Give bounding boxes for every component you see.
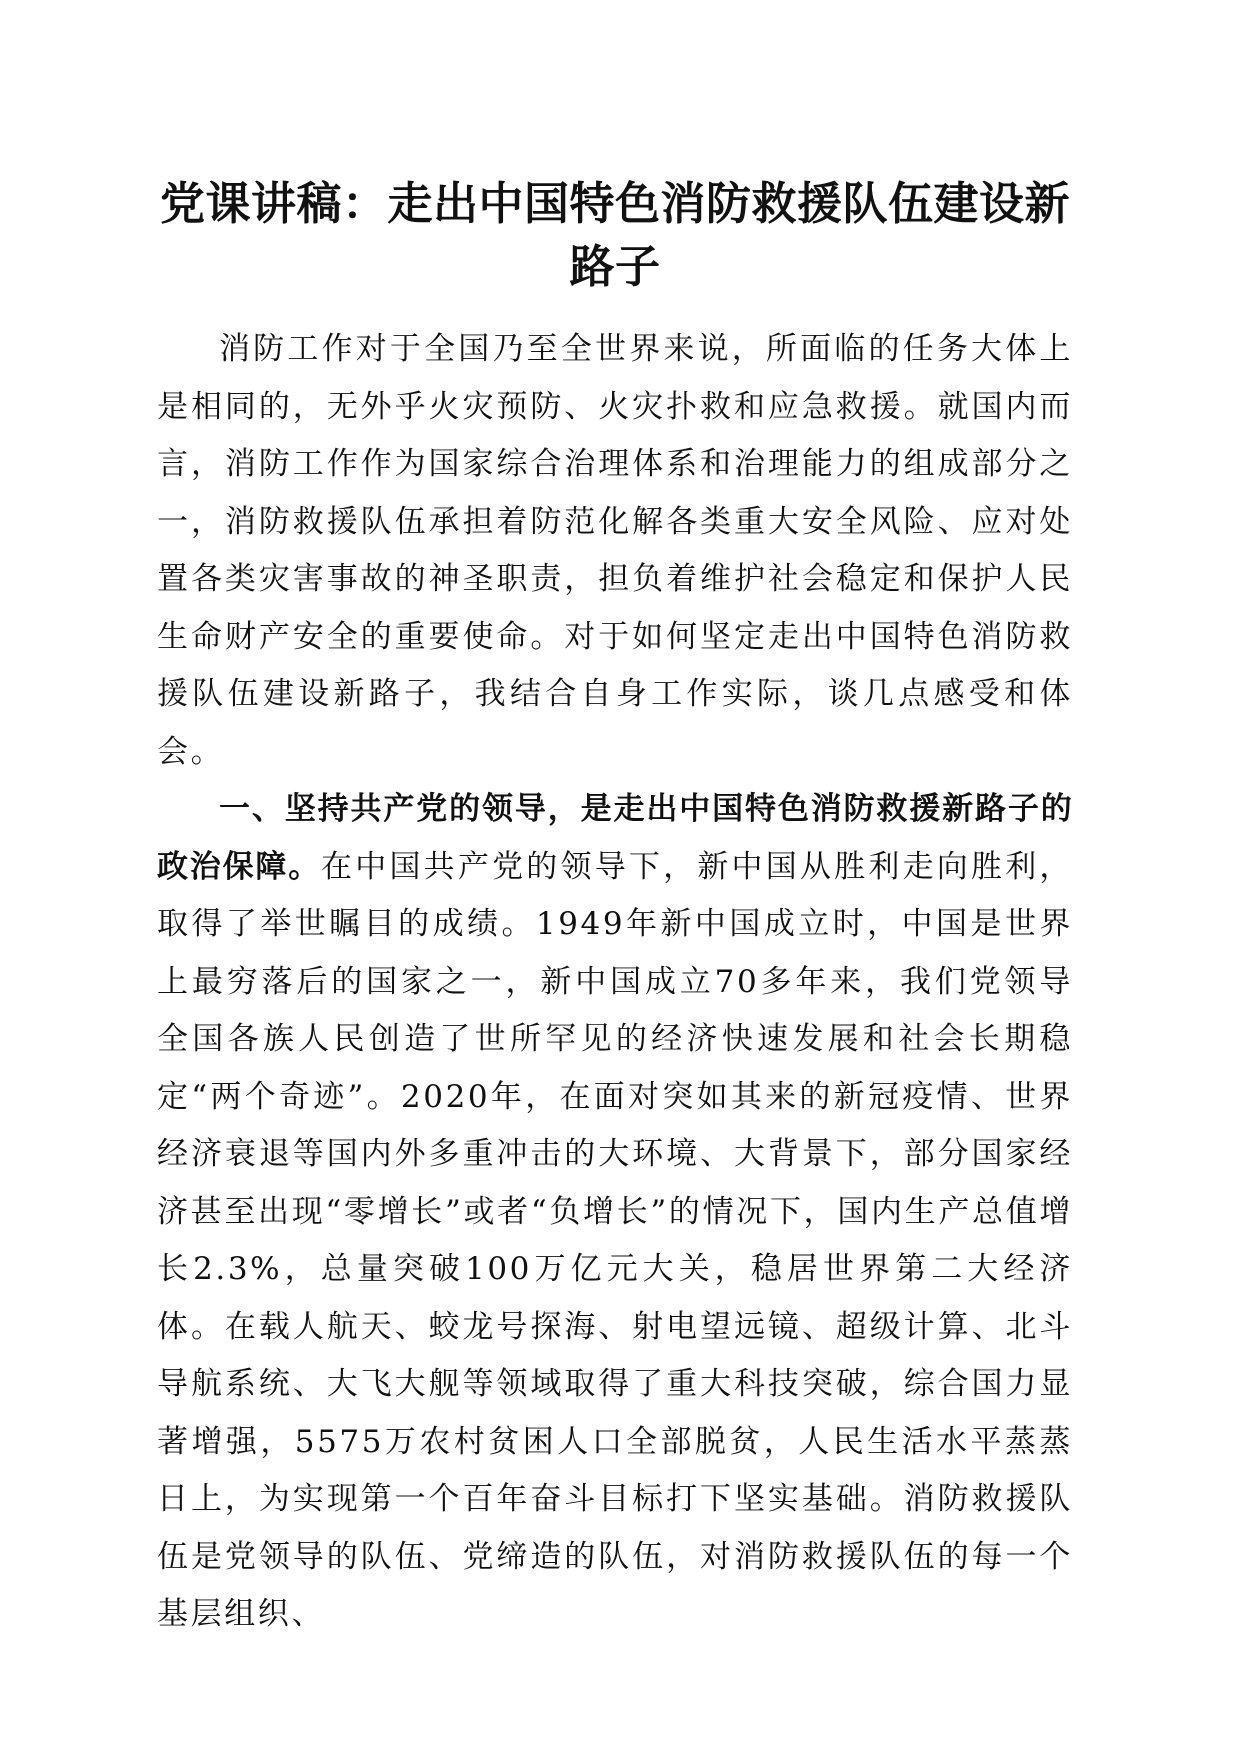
- document-title: 党课讲稿：走出中国特色消防救援队伍建设新路子: [159, 177, 1070, 293]
- paragraph-intro: [157, 321, 1073, 781]
- section-one-heading: 一、坚持共产党的领导，是走出中国特色消防救援新路子的政治保障。: [157, 791, 1073, 885]
- paragraph-section-one: [157, 781, 1073, 1644]
- document-body: [157, 321, 1073, 1644]
- section-one-text: 在中国共产党的领导下，新中国从胜利走向胜利，取得了举世瞩目的成绩。1949年新中国成立时，中国是世界上最穷落后的国家之一，新中国成立70多年来，我们党领导全国各族人民创造了世所罕见的经济快速发展和社会长期稳定“两个奇迹”。2020年，在面对突如其来的新冠疫情、世界经济衰退等国内外多重冲击的大环境、大背景下，部分国家经济甚至出现“零增长”或者“负增长”的情况下，国内生产总值增长2.3%，总量突破100万亿元大关，稳居世界第二大经济体。在载人航天、蛟龙号探海、射电望远镜、超级计算、北斗导航系统、大飞大舰等领域取得了重大科技突破，综合国力显著增强，5575万农村贫困人口全部脱贫，人民生活水平蒸蒸日上，为实现第一个百年奋斗目标打下坚实基础。消防救援队伍是党领导的队伍、党缔造的队伍，对消防救援队伍的每一个基层组织、: [157, 848, 1074, 1632]
- paragraph-intro-text: 消防工作对于全国乃至全世界来说，所面临的任务大体上是相同的，无外乎火灾预防、火灾扑救和应急救援。就国内而言，消防工作作为国家综合治理体系和治理能力的组成部分之一，消防救援队伍承担着防范化解各类重大安全风险、应对处置各类灾害事故的神圣职责，担负着维护社会稳定和保护人民生命财产安全的重要使命。对于如何坚定走出中国特色消防救援队伍建设新路子，我结合自身工作实际，谈几点感受和体会。: [157, 331, 1073, 770]
